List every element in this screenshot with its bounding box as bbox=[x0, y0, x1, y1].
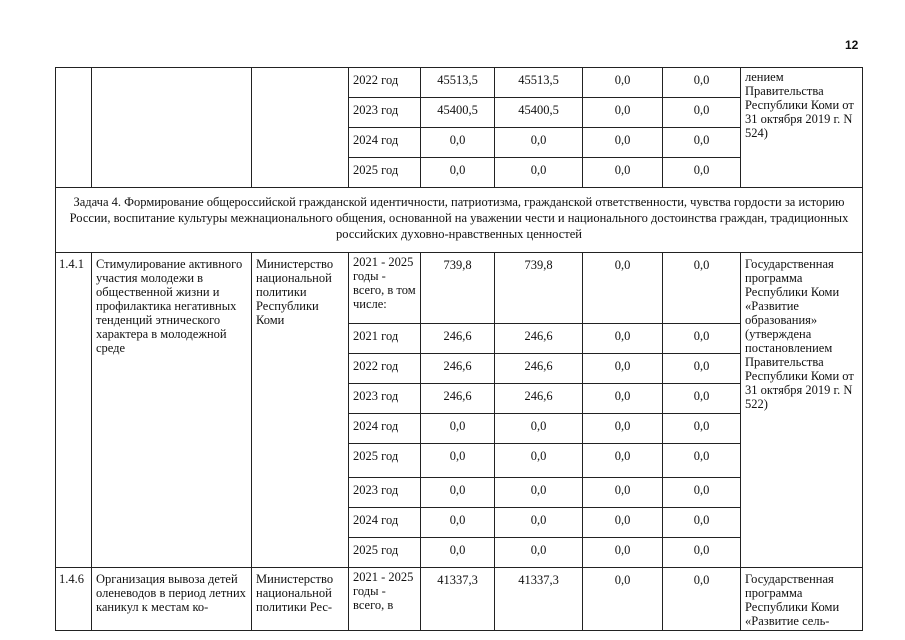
program-note: Государственная программа Республики Коми «Развитие образования» (утверждена постановлением Правительства Республики Коми от 31 октября 2019 г. N 522) bbox=[741, 253, 863, 568]
other-cell: 0,0 bbox=[663, 158, 741, 188]
other-cell: 0,0 bbox=[663, 414, 741, 444]
year-cell: 2024 год bbox=[349, 508, 421, 538]
fb-cell: 0,0 bbox=[583, 508, 663, 538]
total-cell: 0,0 bbox=[421, 508, 495, 538]
item-number: 1.4.1 bbox=[56, 253, 92, 568]
fb-cell: 0,0 bbox=[583, 384, 663, 414]
rb-cell: 246,6 bbox=[495, 354, 583, 384]
table-row bbox=[56, 568, 863, 631]
total-cell: 45400,5 bbox=[421, 98, 495, 128]
year-cell: 2021 - 2025 годы - всего, в том числе: bbox=[349, 253, 421, 324]
fb-cell: 0,0 bbox=[583, 324, 663, 354]
rb-cell: 739,8 bbox=[495, 253, 583, 324]
total-cell: 0,0 bbox=[421, 478, 495, 508]
rb-cell: 246,6 bbox=[495, 324, 583, 354]
year-cell: 2023 год bbox=[349, 384, 421, 414]
total-cell: 246,6 bbox=[421, 324, 495, 354]
other-cell: 0,0 bbox=[663, 444, 741, 478]
other-cell: 0,0 bbox=[663, 538, 741, 568]
year-cell: 2021 год bbox=[349, 324, 421, 354]
task-heading: Задача 4. Формирование общероссийской гражданской идентичности, патриотизма, гражданской ответственности, чувства гордости за историю России, воспитание культуры межнационального общения, основанной на уважении чести и национального достоинства граждан, традиционных российских духовно-нравственных ценностей bbox=[56, 188, 863, 253]
rb-cell: 0,0 bbox=[495, 508, 583, 538]
total-cell: 41337,3 bbox=[421, 568, 495, 631]
fb-cell: 0,0 bbox=[583, 568, 663, 631]
total-cell: 246,6 bbox=[421, 384, 495, 414]
fb-cell: 0,0 bbox=[583, 354, 663, 384]
budget-table bbox=[55, 67, 862, 631]
table-row bbox=[56, 68, 863, 98]
table-row bbox=[56, 253, 863, 324]
rb-cell: 0,0 bbox=[495, 128, 583, 158]
item-org: Министерство национальной политики Республики Коми bbox=[252, 253, 349, 568]
fb-cell: 0,0 bbox=[583, 538, 663, 568]
other-cell: 0,0 bbox=[663, 98, 741, 128]
fb-cell: 0,0 bbox=[583, 128, 663, 158]
year-cell: 2022 год bbox=[349, 68, 421, 98]
other-cell: 0,0 bbox=[663, 128, 741, 158]
other-cell: 0,0 bbox=[663, 568, 741, 631]
item-number: 1.4.6 bbox=[56, 568, 92, 631]
fb-cell: 0,0 bbox=[583, 478, 663, 508]
rb-cell: 45513,5 bbox=[495, 68, 583, 98]
rb-cell: 0,0 bbox=[495, 538, 583, 568]
year-cell: 2025 год bbox=[349, 538, 421, 568]
other-cell: 0,0 bbox=[663, 324, 741, 354]
num-cell bbox=[56, 68, 92, 188]
fb-cell: 0,0 bbox=[583, 414, 663, 444]
other-cell: 0,0 bbox=[663, 354, 741, 384]
total-cell: 0,0 bbox=[421, 128, 495, 158]
rb-cell: 0,0 bbox=[495, 414, 583, 444]
name-cell bbox=[92, 68, 252, 188]
fb-cell: 0,0 bbox=[583, 253, 663, 324]
rb-cell: 246,6 bbox=[495, 384, 583, 414]
program-note: лением Правительства Республики Коми от 31 октября 2019 г. N 524) bbox=[741, 68, 863, 188]
total-cell: 0,0 bbox=[421, 414, 495, 444]
other-cell: 0,0 bbox=[663, 253, 741, 324]
fb-cell: 0,0 bbox=[583, 98, 663, 128]
year-cell: 2025 год bbox=[349, 444, 421, 478]
rb-cell: 0,0 bbox=[495, 444, 583, 478]
page-number: 12 bbox=[845, 38, 859, 52]
total-cell: 0,0 bbox=[421, 444, 495, 478]
rb-cell: 41337,3 bbox=[495, 568, 583, 631]
total-cell: 246,6 bbox=[421, 354, 495, 384]
task-row bbox=[56, 188, 863, 253]
item-name: Стимулирование активного участия молодежи в общественной жизни и профилактика негативных тенденций этнического характера в молодежной среде bbox=[92, 253, 252, 568]
fb-cell: 0,0 bbox=[583, 158, 663, 188]
year-cell: 2023 год bbox=[349, 478, 421, 508]
other-cell: 0,0 bbox=[663, 508, 741, 538]
other-cell: 0,0 bbox=[663, 384, 741, 414]
fb-cell: 0,0 bbox=[583, 68, 663, 98]
year-cell: 2024 год bbox=[349, 128, 421, 158]
year-cell: 2021 - 2025 годы - всего, в bbox=[349, 568, 421, 631]
total-cell: 0,0 bbox=[421, 538, 495, 568]
fb-cell: 0,0 bbox=[583, 444, 663, 478]
item-name: Организация вывоза детей оленеводов в период летних каникул к местам ко- bbox=[92, 568, 252, 631]
year-cell: 2022 год bbox=[349, 354, 421, 384]
total-cell: 739,8 bbox=[421, 253, 495, 324]
year-cell: 2024 год bbox=[349, 414, 421, 444]
other-cell: 0,0 bbox=[663, 68, 741, 98]
year-cell: 2025 год bbox=[349, 158, 421, 188]
program-note: Государственная программа Республики Коми «Развитие сель- bbox=[741, 568, 863, 631]
rb-cell: 45400,5 bbox=[495, 98, 583, 128]
rb-cell: 0,0 bbox=[495, 158, 583, 188]
year-cell: 2023 год bbox=[349, 98, 421, 128]
org-cell bbox=[252, 68, 349, 188]
rb-cell: 0,0 bbox=[495, 478, 583, 508]
total-cell: 0,0 bbox=[421, 158, 495, 188]
other-cell: 0,0 bbox=[663, 478, 741, 508]
item-org: Министерство национальной политики Рес- bbox=[252, 568, 349, 631]
total-cell: 45513,5 bbox=[421, 68, 495, 98]
